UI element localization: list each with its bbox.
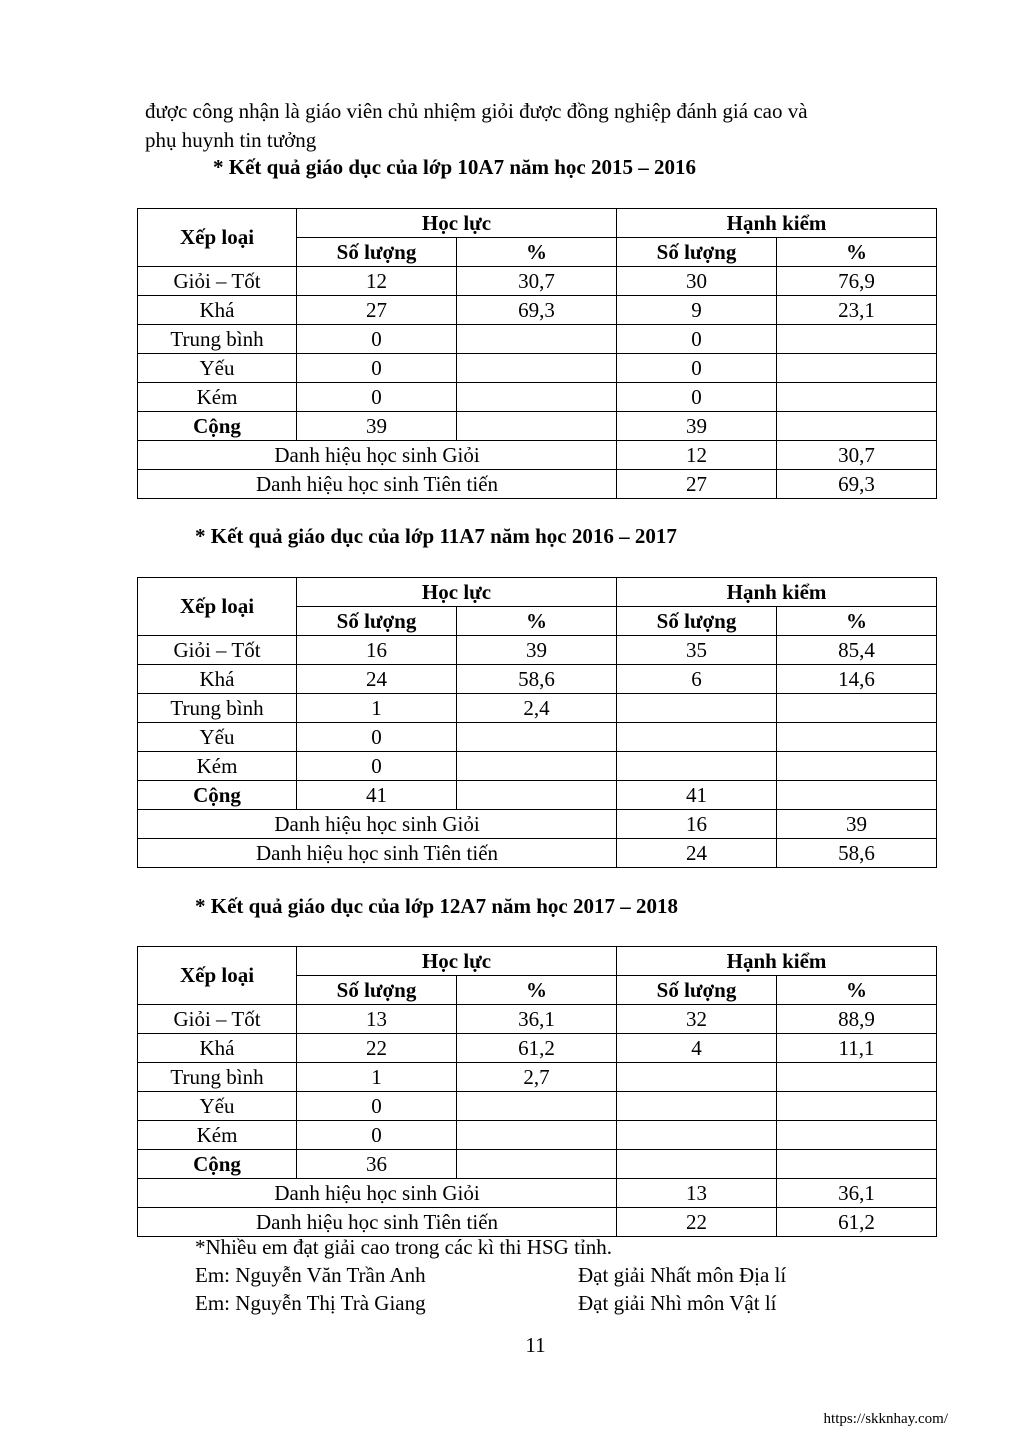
title-label: Danh hiệu học sinh Giỏi (138, 810, 617, 839)
cell-hk-sl: 0 (617, 354, 777, 383)
table-row (138, 752, 937, 781)
cell-hl-pct: 30,7 (457, 267, 617, 296)
cell-hk-sl: 9 (617, 296, 777, 325)
header-so-luong: Số lượng (297, 238, 457, 267)
row-label: Yếu (138, 1092, 297, 1121)
student-award: Đạt giải Nhất môn Địa lí (578, 1263, 787, 1287)
cell-hk-pct (777, 1063, 937, 1092)
title-label: Danh hiệu học sinh Tiên tiến (138, 470, 617, 499)
header-percent: % (777, 238, 937, 267)
table-row (138, 383, 937, 412)
cell-hk-sl (617, 1063, 777, 1092)
title-row (138, 441, 937, 470)
intro-line-2: phụ huynh tin tưởng (145, 128, 317, 152)
cell-hl-pct (457, 354, 617, 383)
results-table-2015-2016 (137, 208, 937, 499)
cell-hk-sl (617, 1121, 777, 1150)
cell-hl-sl: 0 (297, 1121, 457, 1150)
student-name: Em: Nguyễn Thị Trà Giang (195, 1291, 426, 1315)
title-pct: 36,1 (777, 1179, 937, 1208)
title-sl: 22 (617, 1208, 777, 1237)
title-pct: 30,7 (777, 441, 937, 470)
table-row (138, 1034, 937, 1063)
intro-paragraph (145, 97, 945, 155)
cell-hl-sl: 39 (297, 412, 457, 441)
footer-url[interactable]: https://skknhay.com/ (823, 1411, 948, 1427)
title-label: Danh hiệu học sinh Giỏi (138, 441, 617, 470)
table-row-total (138, 412, 937, 441)
row-label: Trung bình (138, 325, 297, 354)
cell-hl-sl: 36 (297, 1150, 457, 1179)
cell-hl-pct: 39 (457, 636, 617, 665)
cell-hl-sl: 0 (297, 752, 457, 781)
header-percent: % (457, 607, 617, 636)
row-label: Giỏi – Tốt (138, 1005, 297, 1034)
cell-hl-sl: 0 (297, 723, 457, 752)
title-row (138, 470, 937, 499)
cell-hk-sl: 35 (617, 636, 777, 665)
table-row (138, 1121, 937, 1150)
row-label: Kém (138, 383, 297, 412)
table-row (138, 296, 937, 325)
row-label: Cộng (138, 412, 297, 441)
table-row (138, 325, 937, 354)
results-table-2016-2017 (137, 577, 937, 868)
cell-hk-sl (617, 694, 777, 723)
cell-hk-sl (617, 723, 777, 752)
cell-hk-sl: 32 (617, 1005, 777, 1034)
cell-hk-pct: 23,1 (777, 296, 937, 325)
cell-hl-sl: 22 (297, 1034, 457, 1063)
title-label: Danh hiệu học sinh Tiên tiến (138, 1208, 617, 1237)
title-sl: 27 (617, 470, 777, 499)
cell-hk-pct (777, 1121, 937, 1150)
header-percent: % (457, 976, 617, 1005)
table-1-heading: * Kết quả giáo dục của lớp 10A7 năm học 2015 – 2016 (213, 155, 696, 179)
row-label: Giỏi – Tốt (138, 636, 297, 665)
cell-hl-sl: 0 (297, 354, 457, 383)
cell-hl-pct: 36,1 (457, 1005, 617, 1034)
title-sl: 16 (617, 810, 777, 839)
cell-hk-sl: 0 (617, 383, 777, 412)
table-3-heading: * Kết quả giáo dục của lớp 12A7 năm học 2017 – 2018 (195, 894, 678, 918)
cell-hk-pct: 85,4 (777, 636, 937, 665)
cell-hl-sl: 0 (297, 383, 457, 412)
header-so-luong: Số lượng (297, 607, 457, 636)
cell-hk-sl (617, 1150, 777, 1179)
row-label: Yếu (138, 354, 297, 383)
cell-hk-pct: 14,6 (777, 665, 937, 694)
header-percent: % (777, 976, 937, 1005)
cell-hl-pct (457, 1150, 617, 1179)
title-label: Danh hiệu học sinh Giỏi (138, 1179, 617, 1208)
cell-hl-sl: 1 (297, 1063, 457, 1092)
cell-hl-pct (457, 383, 617, 412)
table-row (138, 723, 937, 752)
title-pct: 58,6 (777, 839, 937, 868)
cell-hk-pct: 11,1 (777, 1034, 937, 1063)
cell-hk-pct (777, 781, 937, 810)
cell-hl-pct (457, 1092, 617, 1121)
header-percent: % (777, 607, 937, 636)
cell-hl-sl: 16 (297, 636, 457, 665)
title-pct: 61,2 (777, 1208, 937, 1237)
cell-hl-pct (457, 325, 617, 354)
cell-hk-pct (777, 354, 937, 383)
table-row (138, 1092, 937, 1121)
table-2-heading: * Kết quả giáo dục của lớp 11A7 năm học 2016 – 2017 (195, 524, 677, 548)
header-percent: % (457, 238, 617, 267)
table-row-total (138, 1150, 937, 1179)
header-so-luong: Số lượng (617, 607, 777, 636)
cell-hl-pct (457, 752, 617, 781)
title-row (138, 1179, 937, 1208)
title-pct: 39 (777, 810, 937, 839)
row-label: Khá (138, 296, 297, 325)
title-sl: 12 (617, 441, 777, 470)
table-row (138, 694, 937, 723)
cell-hl-sl: 0 (297, 325, 457, 354)
cell-hl-sl: 12 (297, 267, 457, 296)
cell-hl-pct: 2,7 (457, 1063, 617, 1092)
row-label: Khá (138, 665, 297, 694)
cell-hl-pct (457, 781, 617, 810)
cell-hk-pct (777, 412, 937, 441)
cell-hl-sl: 27 (297, 296, 457, 325)
title-sl: 24 (617, 839, 777, 868)
row-label: Cộng (138, 781, 297, 810)
cell-hk-sl: 41 (617, 781, 777, 810)
header-hanh-kiem: Hạnh kiểm (617, 578, 937, 607)
header-xep-loai: Xếp loại (138, 209, 297, 267)
cell-hl-sl: 24 (297, 665, 457, 694)
cell-hk-pct (777, 723, 937, 752)
results-table-2017-2018 (137, 946, 937, 1237)
cell-hl-sl: 41 (297, 781, 457, 810)
row-label: Giỏi – Tốt (138, 267, 297, 296)
cell-hl-pct (457, 412, 617, 441)
cell-hl-pct: 58,6 (457, 665, 617, 694)
cell-hk-sl: 6 (617, 665, 777, 694)
header-hoc-luc: Học lực (297, 209, 617, 238)
cell-hk-sl: 4 (617, 1034, 777, 1063)
hsg-note: *Nhiều em đạt giải cao trong các kì thi HSG tỉnh. (195, 1235, 612, 1259)
intro-line-1: được công nhận là giáo viên chủ nhiệm giỏi được đồng nghiệp đánh giá cao và (145, 99, 808, 123)
row-label: Khá (138, 1034, 297, 1063)
cell-hk-pct: 76,9 (777, 267, 937, 296)
header-hanh-kiem: Hạnh kiểm (617, 209, 937, 238)
cell-hk-pct (777, 752, 937, 781)
cell-hl-pct: 2,4 (457, 694, 617, 723)
cell-hk-pct (777, 1092, 937, 1121)
cell-hk-sl: 30 (617, 267, 777, 296)
table-row (138, 267, 937, 296)
row-label: Kém (138, 1121, 297, 1150)
title-label: Danh hiệu học sinh Tiên tiến (138, 839, 617, 868)
student-name: Em: Nguyễn Văn Trần Anh (195, 1263, 426, 1287)
cell-hl-pct: 69,3 (457, 296, 617, 325)
header-hanh-kiem: Hạnh kiểm (617, 947, 937, 976)
cell-hl-pct: 61,2 (457, 1034, 617, 1063)
student-award: Đạt giải Nhì môn Vật lí (578, 1291, 777, 1315)
cell-hk-sl: 39 (617, 412, 777, 441)
cell-hl-pct (457, 1121, 617, 1150)
header-hoc-luc: Học lực (297, 578, 617, 607)
title-row (138, 839, 937, 868)
table-row (138, 1063, 937, 1092)
cell-hk-pct: 88,9 (777, 1005, 937, 1034)
table-row (138, 1005, 937, 1034)
cell-hk-sl: 0 (617, 325, 777, 354)
cell-hl-sl: 13 (297, 1005, 457, 1034)
table-row (138, 636, 937, 665)
header-xep-loai: Xếp loại (138, 947, 297, 1005)
title-pct: 69,3 (777, 470, 937, 499)
cell-hl-sl: 1 (297, 694, 457, 723)
header-hoc-luc: Học lực (297, 947, 617, 976)
title-row (138, 1208, 937, 1237)
page-number: 11 (525, 1333, 546, 1357)
row-label: Kém (138, 752, 297, 781)
header-so-luong: Số lượng (297, 976, 457, 1005)
cell-hk-pct (777, 694, 937, 723)
cell-hl-sl: 0 (297, 1092, 457, 1121)
table-row-total (138, 781, 937, 810)
cell-hk-pct (777, 383, 937, 412)
table-row (138, 665, 937, 694)
title-row (138, 810, 937, 839)
cell-hk-sl (617, 752, 777, 781)
title-sl: 13 (617, 1179, 777, 1208)
table-row (138, 354, 937, 383)
header-xep-loai: Xếp loại (138, 578, 297, 636)
row-label: Cộng (138, 1150, 297, 1179)
cell-hl-pct (457, 723, 617, 752)
cell-hk-pct (777, 1150, 937, 1179)
header-so-luong: Số lượng (617, 238, 777, 267)
row-label: Trung bình (138, 694, 297, 723)
row-label: Yếu (138, 723, 297, 752)
cell-hk-pct (777, 325, 937, 354)
row-label: Trung bình (138, 1063, 297, 1092)
header-so-luong: Số lượng (617, 976, 777, 1005)
cell-hk-sl (617, 1092, 777, 1121)
